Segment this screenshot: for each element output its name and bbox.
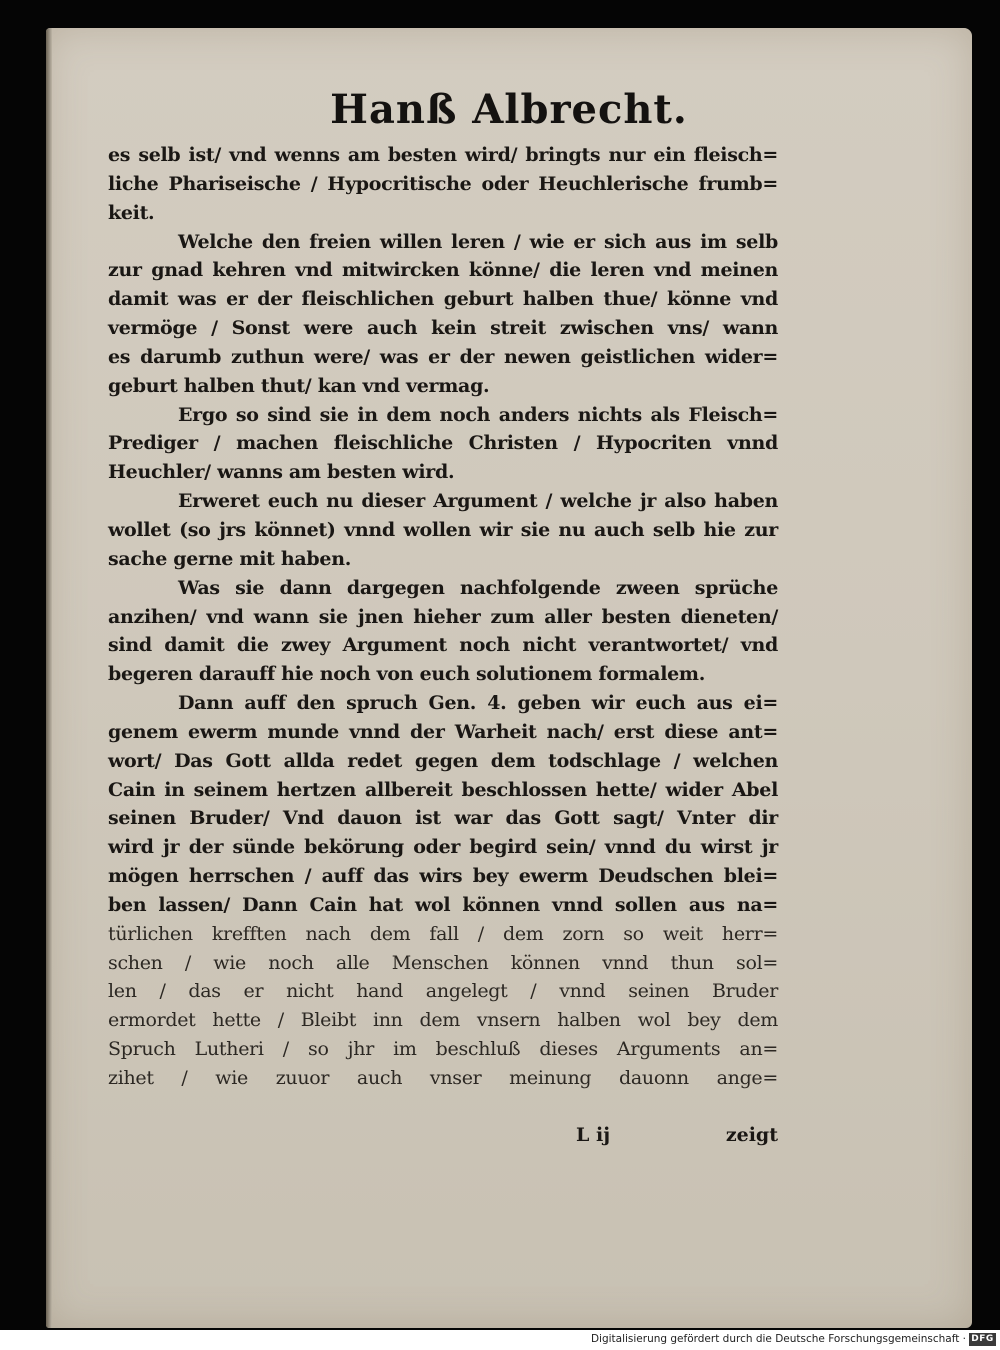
running-head: Hanß Albrecht. <box>330 86 688 133</box>
text-line: es darumb zuthun were/ was er der newen geistlichen wider= <box>108 345 778 368</box>
text-line: genem ewerm munde vnnd der Warheit nach/ erst diese ant= <box>108 720 778 743</box>
text-line: wort/ Das Gott allda redet gegen dem todschlage / welchen <box>108 749 778 772</box>
text-line: mögen herrschen / auff das wirs bey ewerm Deudschen blei= <box>108 865 778 888</box>
text-line: wird jr der sünde bekörung oder begird sein/ vnnd du wirst jr <box>108 836 778 859</box>
text-line: sache gerne mit haben. <box>108 547 352 570</box>
text-line: begeren darauff hie noch von euch solutionem formalem. <box>108 663 706 686</box>
text-line: wollet (so jrs könnet) vnnd wollen wir sie nu auch selb hie zur <box>108 518 778 541</box>
funding-footer <box>0 1330 1000 1350</box>
text-line: keit. <box>108 201 155 224</box>
text-line: türlichen krefften nach dem fall / dem zorn so weit herr= <box>108 922 778 945</box>
text-line: ben lassen/ Dann Cain hat wol können vnnd sollen aus na= <box>108 893 778 916</box>
text-line: Ergo so sind sie in dem noch anders nichts als Fleisch= <box>178 403 778 426</box>
text-line: sind damit die zwey Argument noch nicht verantwortet/ vnd <box>108 634 778 657</box>
text-line: seinen Bruder/ Vnd dauon ist war das Gott sagt/ Vnter dir <box>108 807 778 830</box>
text-line: anzihen/ vnd wann sie jnen hieher zum aller besten dieneten/ <box>108 605 778 628</box>
text-line: geburt halben thut/ kan vnd vermag. <box>108 374 490 397</box>
body-text <box>108 141 778 1093</box>
text-line: zur gnad kehren vnd mitwircken könne/ die leren vnd meinen <box>108 259 778 282</box>
text-line: liche Phariseische / Hypocritische oder Heuchlerische frumb= <box>108 172 778 195</box>
dfg-logo-icon: DFG <box>969 1333 996 1346</box>
text-line: Prediger / machen fleischliche Christen / Hypocriten vnnd <box>108 432 778 455</box>
text-line: damit was er der fleischlichen geburt halben thue/ könne vnd <box>108 288 778 311</box>
text-line: ermordet hette / Bleibt inn dem vnsern halben wol bey dem <box>108 1009 778 1032</box>
text-line: len / das er nicht hand angelegt / vnnd seinen Bruder <box>108 980 778 1003</box>
text-line: zihet / wie zuuor auch vnser meinung dauonn ange= <box>108 1067 778 1089</box>
page-edge <box>46 28 52 1328</box>
text-line: Was sie dann dargegen nachfolgende zween sprüche <box>178 576 778 599</box>
page-foot <box>108 1124 778 1154</box>
text-line: Welche den freien willen leren / wie er sich aus im selb <box>178 230 778 253</box>
text-line: es selb ist/ vnd wenns am besten wird/ bringts nur ein fleisch= <box>108 144 778 166</box>
text-line: Spruch Lutheri / so jhr im beschluß dieses Arguments an= <box>108 1038 778 1061</box>
text-line: Dann auff den spruch Gen. 4. geben wir euch aus ei= <box>178 692 778 715</box>
catchword: zeigt <box>725 1124 778 1146</box>
text-line: schen / wie noch alle Menschen können vnnd thun sol= <box>108 951 778 974</box>
text-line: Cain in seinem hertzen allbereit beschlossen hette/ wider Abel <box>108 778 778 801</box>
text-line: Heuchler/ wanns am besten wird. <box>108 461 455 484</box>
book-page <box>46 28 972 1328</box>
signature-mark: L ij <box>576 1124 611 1146</box>
text-line: vermöge / Sonst were auch kein streit zwischen vns/ wann <box>108 317 778 340</box>
funding-credit: Digitalisierung gefördert durch die Deutsche Forschungsgemeinschaft · <box>590 1333 966 1345</box>
text-line: Erweret euch nu dieser Argument / welche jr also haben <box>178 490 778 513</box>
